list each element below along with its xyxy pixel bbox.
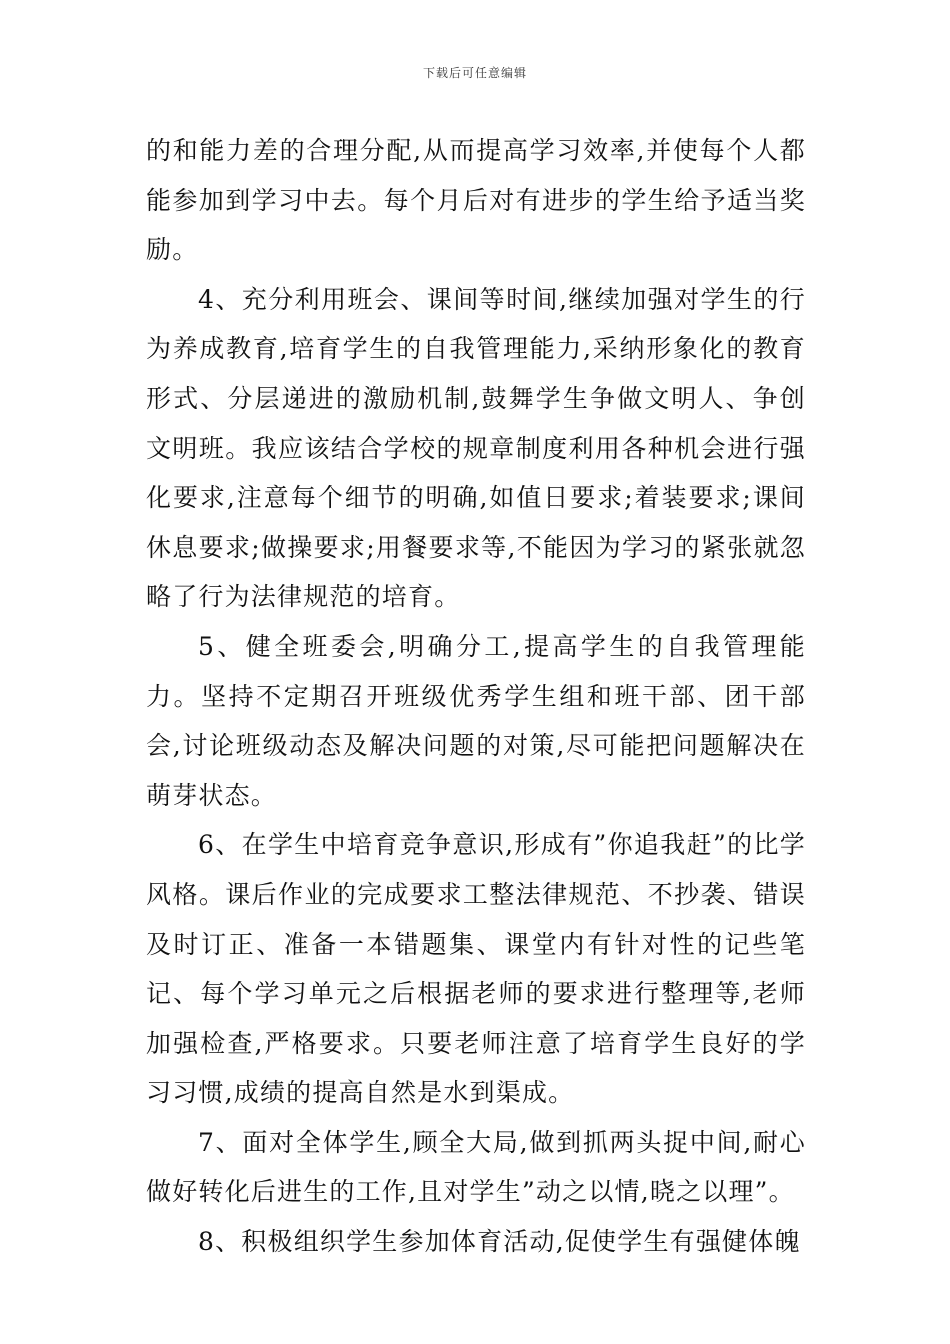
paragraph-item-8: 8、积极组织学生参加体育活动,促使学生有强健体魄	[198, 1227, 801, 1257]
paragraph-item-7: 7、面对全体学生,顾全大局,做到抓两头捉中间,耐心做好转化后进生的工作,且对学生”动之以情,晓之以理”。	[146, 1127, 806, 1207]
paragraph-item-5: 5、健全班委会,明确分工,提高学生的自我管理能力。坚持不定期召开班级优秀学生组和班干部、团干部会,讨论班级动态及解决问题的对策,尽可能把问题解决在萌芽状态。	[146, 631, 806, 810]
paragraph-item-4: 4、充分利用班会、课间等时间,继续加强对学生的行为养成教育,培育学生的自我管理能力,采纳形象化的教育形式、分层递进的激励机制,鼓舞学生争做文明人、争创文明班。我应该结合学校的规章制度利用各种机会进行强化要求,注意每个细节的明确,如值日要求;着装要求;课间休息要求;做操要求;用餐要求等,不能因为学习的紧张就忽略了行为法律规范的培育。	[146, 284, 806, 612]
page-header-note: 下载后可任意编辑	[422, 66, 527, 80]
document-body	[146, 126, 806, 1267]
paragraph-continuation: 的和能力差的合理分配,从而提高学习效率,并使每个人都能参加到学习中去。每个月后对有进步的学生给予适当奖励。	[146, 136, 806, 265]
paragraph-item-6: 6、在学生中培育竞争意识,形成有”你追我赶”的比学风格。课后作业的完成要求工整法律规范、不抄袭、错误及时订正、准备一本错题集、课堂内有针对性的记些笔记、每个学习单元之后根据老师的要求进行整理等,老师加强检查,严格要求。只要老师注意了培育学生良好的学习习惯,成绩的提高自然是水到渠成。	[146, 830, 806, 1108]
